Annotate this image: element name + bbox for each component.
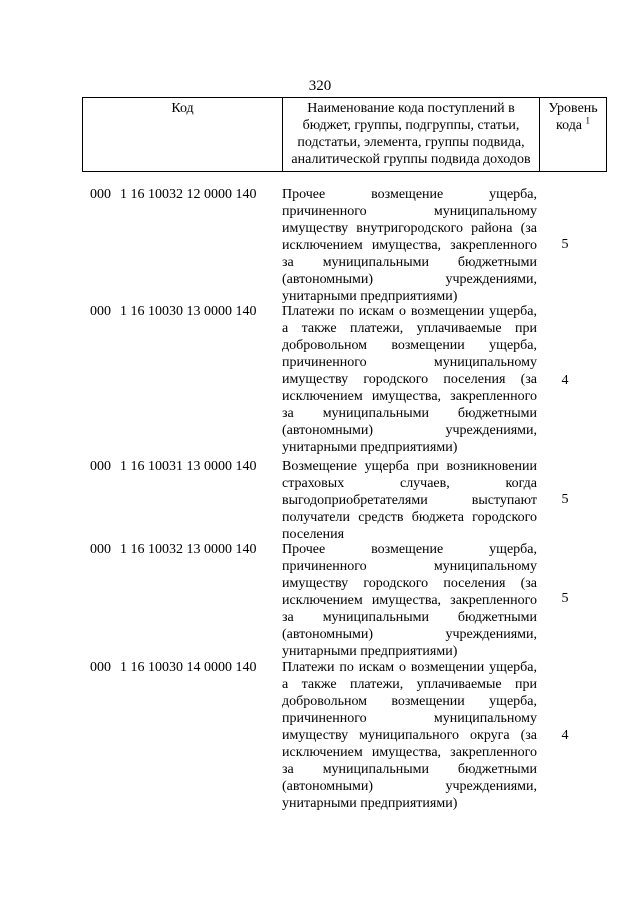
table-row <box>82 659 607 814</box>
table-header <box>82 97 607 172</box>
header-level-footnote: 1 <box>585 115 591 126</box>
row-admin-code: 000 <box>90 660 111 675</box>
header-level <box>540 98 607 172</box>
header-name: Наименование кода поступлений в бюджет, группы, подгруппы, статьи, подстатьи, элемента, группы подвида, аналитической группы подвида доходов <box>283 98 540 172</box>
row-level: 5 <box>561 237 569 252</box>
table-row <box>82 541 607 659</box>
table-body <box>82 186 607 814</box>
row-level: 5 <box>561 492 569 507</box>
table-row <box>82 303 607 458</box>
row-level: 4 <box>561 373 569 388</box>
row-code: 1 16 10031 13 0000 140 <box>120 459 257 474</box>
header-code: Код <box>83 98 283 172</box>
row-name: Прочее возмещение ущерба, причиненного муниципальному имуществу внутригородского района (за исключением имущества, закрепленного за муниципальными бюджетными (автономными) учреждениями, унитарными предприятиями) <box>282 187 537 304</box>
header-level-label: Уровень кода <box>548 101 598 133</box>
row-name: Платежи по искам о возмещении ущерба, а также платежи, уплачиваемые при добровольном возмещении ущерба, причиненного муниципальному имуществу муниципального округа (за исключением имущества, закрепленного за муниципальными бюджетными (автономными) учреждениями, унитарными предприятиями) <box>282 660 537 811</box>
row-code: 1 16 10030 13 0000 140 <box>120 304 257 319</box>
table-row <box>82 458 607 541</box>
row-level: 5 <box>561 591 569 606</box>
row-name: Возмещение ущерба при возникновении страховых случаев, когда выгодоприобретателями выступают получатели средств бюджета городского поселения <box>282 459 537 542</box>
row-code: 1 16 10030 14 0000 140 <box>120 660 257 675</box>
row-name: Платежи по искам о возмещении ущерба, а также платежи, уплачиваемые при добровольном возмещении ущерба, причиненного муниципальному имуществу городского поселения (за исключением имущества, закрепленного за муниципальными бюджетными (автономными) учреждениями, унитарными предприятиями) <box>282 304 537 455</box>
table-row <box>82 186 607 303</box>
row-code: 1 16 10032 13 0000 140 <box>120 542 257 557</box>
row-admin-code: 000 <box>90 304 111 319</box>
row-code: 1 16 10032 12 0000 140 <box>120 187 257 202</box>
row-admin-code: 000 <box>90 187 111 202</box>
row-level: 4 <box>561 728 569 743</box>
row-name: Прочее возмещение ущерба, причиненного муниципальному имуществу городского поселения (за исключением имущества, закрепленного за муниципальными бюджетными (автономными) учреждениями, унитарными предприятиями) <box>282 542 537 659</box>
row-admin-code: 000 <box>90 542 111 557</box>
page-number: 320 <box>308 78 332 94</box>
row-admin-code: 000 <box>90 459 111 474</box>
